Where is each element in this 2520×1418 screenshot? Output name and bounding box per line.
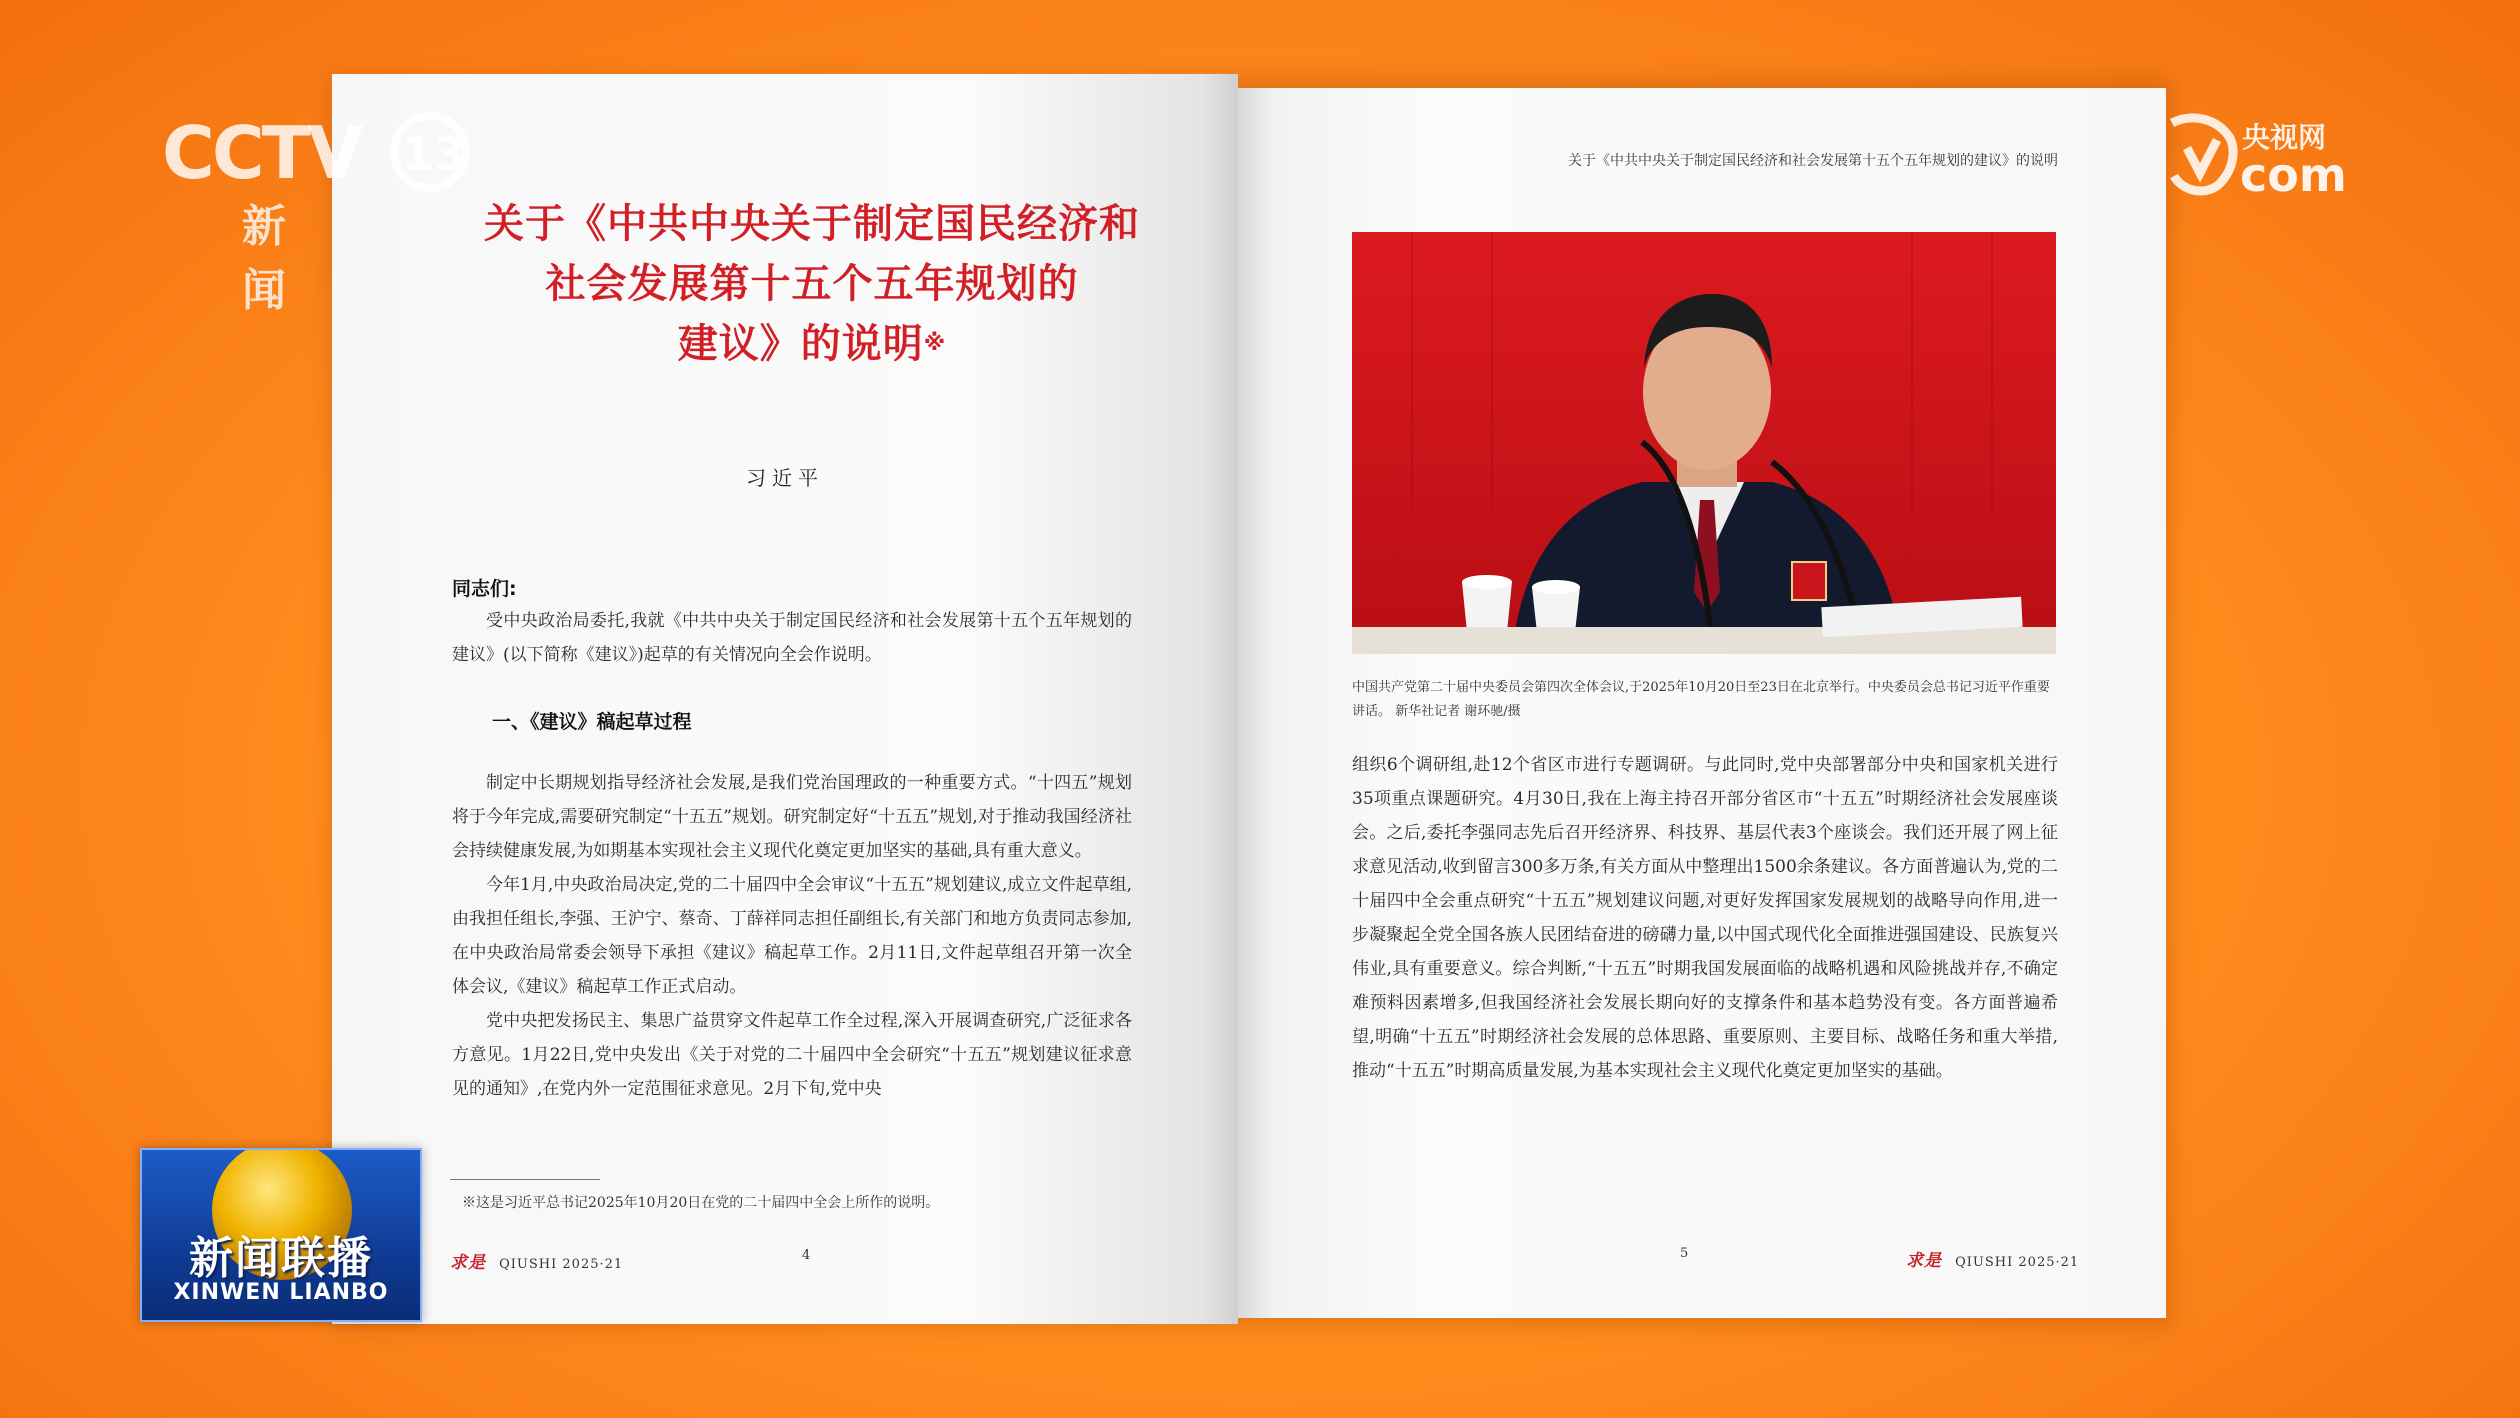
folio-text: QIUSHI 2025·21 [1955, 1255, 2080, 1270]
title-line-2: 社会发展第十五个五年规划的 [545, 261, 1079, 307]
paragraph: 今年1月,中央政治局决定,党的二十届四中全会审议“十五五”规划建议,成立文件起草组,由我担任组长,李强、王沪宁、蔡奇、丁薛祥同志担任副组长,有关部门和地方负责同志参加,在中央政治局常委会领导下承担《建议》稿起草工作。2月11日,文件起草组召开第一次全体会议,《建议》稿起草工作正式启动。 [452, 875, 1132, 997]
paragraph: 党中央把发扬民主、集思广益贯穿文件起草工作全过程,深入开展调查研究,广泛征求各方意见。1月22日,党中央发出《关于对党的二十届四中全会研究“十五五”规划建议征求意见的通知》,在党内外一定范围征求意见。2月下旬,党中央 [452, 1011, 1132, 1099]
svg-text:13: 13 [402, 127, 467, 181]
program-name-en: XINWEN LIANBO [173, 1280, 389, 1305]
photo-caption: 中国共产党第二十届中央委员会第四次全体会议,于2025年10月20日至23日在北京举行。中央委员会总书记习近平作重要讲话。 新华社记者 谢环驰/摄 [1352, 680, 2050, 719]
photo-illustration [1352, 232, 2056, 654]
cctv13-logo [162, 108, 492, 316]
footnote-rule [450, 1179, 600, 1180]
cctv-com-logo [2162, 108, 2362, 208]
right-page [1238, 88, 2166, 1318]
speaker-photo [1352, 232, 2056, 654]
paragraph: 组织6个调研组,赴12个省区市进行专题调研。与此同时,党中央部署部分中央和国家机关进行35项重点课题研究。4月30日,我在上海主持召开部分省区市“十五五”时期经济社会发展座谈会。之后,委托李强同志先后召开经济界、科技界、基层代表3个座谈会。我们还开展了网上征求意见活动,收到留言300多万条,有关方面从中整理出1500余条建议。各方面普遍认为,党的二十届四中全会重点研究“十五五”规划建议问题,对更好发挥国家发展规划的战略导向作用,进一步凝聚起全党全国各族人民团结奋进的磅礴力量,以中国式现代化全面推进强国建设、民族复兴伟业,具有重要意义。综合判断,“十五五”时期我国发展面临的战略机遇和风险挑战并存,不确定难预料因素增多,但我国经济社会发展长期向好的支撑条件和基本趋势没有变。各方面普遍希望,明确“十五五”时期经济社会发展的总体思路、重要原则、主要目标、战略任务和重大举措,推动“十五五”时期高质量发展,为基本实现社会主义现代化奠定更加坚实的基础。 [1352, 755, 2058, 1081]
title-footnote-mark: ※ [923, 331, 947, 356]
right-body [1352, 748, 2058, 1088]
intro-paragraph [452, 604, 1132, 672]
running-head: 关于《中共中央关于制定国民经济和社会发展第十五个五年规划的建议》的说明 [1568, 153, 2058, 169]
title-line-3: 建议》的说明 [677, 321, 924, 367]
svg-text:CCTV: CCTV [162, 111, 361, 195]
website-en: com [2240, 148, 2347, 202]
paragraph: 制定中长期规划指导经济社会发展,是我们党治国理政的一种重要方式。“十四五”规划将于今年完成,需要研究制定“十五五”规划。研究制定好“十五五”规划,对于推动我国经济社会持续健康发展,为如期基本实现社会主义现代化奠定更加坚实的基础,具有重大意义。 [452, 773, 1132, 861]
salutation: 同志们: [452, 578, 517, 600]
right-folio [1906, 1246, 2079, 1271]
title-line-1: 关于《中共中央关于制定国民经济和 [484, 201, 1140, 247]
intro-text: 受中央政治局委托,我就《中共中央关于制定国民经济和社会发展第十五个五年规划的建议》(以下简称《建议》)起草的有关情况向全会作说明。 [452, 611, 1132, 665]
article-title [432, 194, 1192, 374]
xinwen-lianbo-logo [140, 1148, 422, 1322]
folio-text: QIUSHI 2025·21 [499, 1257, 624, 1272]
cctv-wordmark [162, 108, 492, 198]
channel-name: 新 闻 [242, 201, 344, 316]
left-page-number: 4 [802, 1248, 812, 1263]
author: 习近平 [746, 466, 824, 490]
left-body [452, 766, 1132, 1106]
section-heading: 一、《建议》稿起草过程 [492, 711, 692, 733]
qiushi-logo: 求是 [1906, 1251, 1942, 1271]
right-page-number: 5 [1680, 1246, 1690, 1261]
website-cn: 央视网 [2242, 121, 2327, 154]
program-name-cn: 新闻联播 [189, 1233, 373, 1284]
left-folio [450, 1248, 623, 1273]
cctv-com-icon [2162, 108, 2242, 198]
qiushi-logo: 求是 [450, 1253, 486, 1273]
footnote: ※这是习近平总书记2025年10月20日在党的二十届四中全会上所作的说明。 [462, 1195, 940, 1211]
